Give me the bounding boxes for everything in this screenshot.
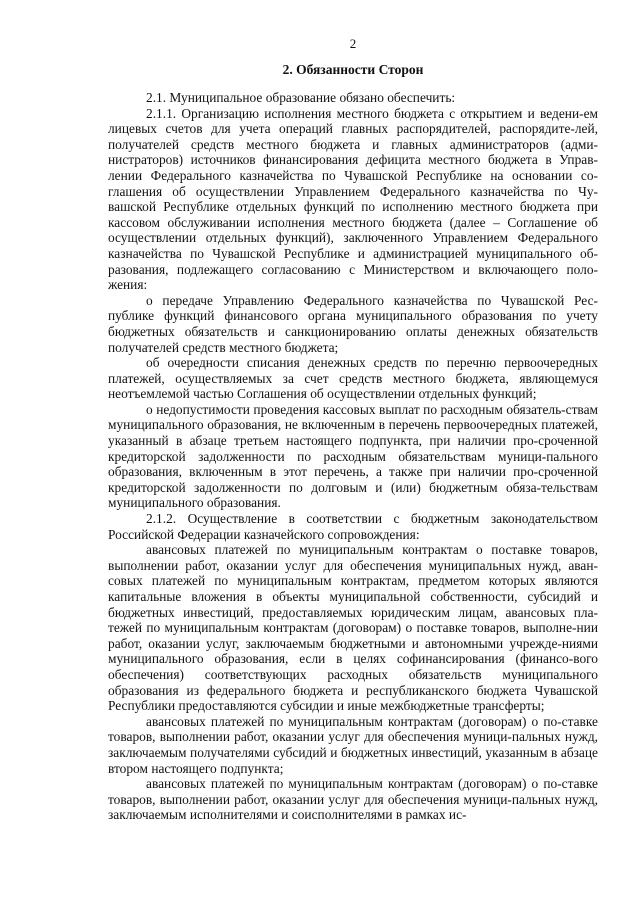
paragraph-payment-order: об очередности списания денежных средств по перечню первоочередных платежей, осуществляемых за счет средств местного бюджета, являющемуся неотъемлемой частью Соглашения об осуществлении отдельных функций; <box>108 355 598 402</box>
paragraph-2-1-2: 2.1.2. Осуществление в соответствии с бюджетным законодательством Российской Федерации казначейского сопровождения: <box>108 511 598 542</box>
paragraph-advance-payments-1: авансовых платежей по муниципальным контрактам о поставке товаров, выполнении работ, оказании услуг для обеспечения муниципальных нужд, аван-совых платежей по муниципальным контрактам, предметом которых являются капитальные вложения в объекты муниципальной собственности, субсидий и бюджетных инвестиций, предоставляемых юридическим лицам, авансовых пла-тежей по муниципальным контрактам (договорам) о поставке товаров, выполне-нии работ, оказании услуг, заключаемым бюджетными и автономными учрежде-ниями муниципального образования, если в целях софинансирования (финансо-вого обеспечения) соответствующих расходных обязательств муниципального образования из федерального бюджета и республиканского бюджета Чувашской Республики предоставляются субсидии и иные межбюджетные трансферты; <box>108 542 598 714</box>
paragraph-2-1: 2.1. Муниципальное образование обязано обеспечить: <box>146 90 456 105</box>
paragraph-advance-payments-2: авансовых платежей по муниципальным контрактам (договорам) о по-ставке товаров, выполнении работ, оказании услуг для обеспечения муници-пальных нужд, заключаемым получателями субсидий и бюджетных инвестиций, указанным в абзаце втором настоящего подпункта; <box>108 713 598 776</box>
paragraph-2-1-1: 2.1.1. Организацию исполнения местного бюджета с открытием и ведени-ем лицевых счетов для учета операций главных распорядителей, распорядите-лей, получателей средств местного бюджета и главных администраторов (адми-нистраторов) источников финансирования дефицита местного бюджета в Управ-лении Федерального казначейства по Чувашской Республике на основании со-глашения об осуществлении Управлением Федерального казначейства по Чу-вашской Республике отдельных функций по исполнению местного бюджета при кассовом обслуживании исполнения местного бюджета (далее – Соглашение об осуществлении отдельных функций), заключенного Управлением Федерального казначейства по Чувашской Республике и администрацией муниципального об-разования, подлежащего согласованию с Министерством и включающего поло-жения: <box>108 105 598 293</box>
paragraph-transfer-functions: о передаче Управлению Федерального казначейства по Чувашской Рес-публике функций финансового органа муниципального образования по учету бюджетных обязательств и санкционированию оплаты денежных обязательств получателей средств местного бюджета; <box>108 292 598 355</box>
section-title: 2. Обязанности Сторон <box>282 62 424 77</box>
document-page <box>108 36 598 823</box>
paragraph-advance-payments-3: авансовых платежей по муниципальным контрактам (договорам) о по-ставке товаров, выполнении работ, оказании услуг для обеспечения муници-пальных нужд, заключаемым исполнителями и соисполнителями в рамках ис- <box>108 776 598 823</box>
page-number: 2 <box>349 36 357 51</box>
paragraph-inadmissibility: о недопустимости проведения кассовых выплат по расходным обязатель-ствам муниципального образования, не включенным в перечень первоочередных платежей, указанный в абзаце третьем настоящего подпункта, при наличии про-сроченной кредиторской задолженности по расходным обязательствам муници-пального образования, включенным в этот перечень, а также при наличии про-сроченной кредиторской задолженности по долговым и (или) бюджетным обяза-тельствам муниципального образования. <box>108 401 598 511</box>
